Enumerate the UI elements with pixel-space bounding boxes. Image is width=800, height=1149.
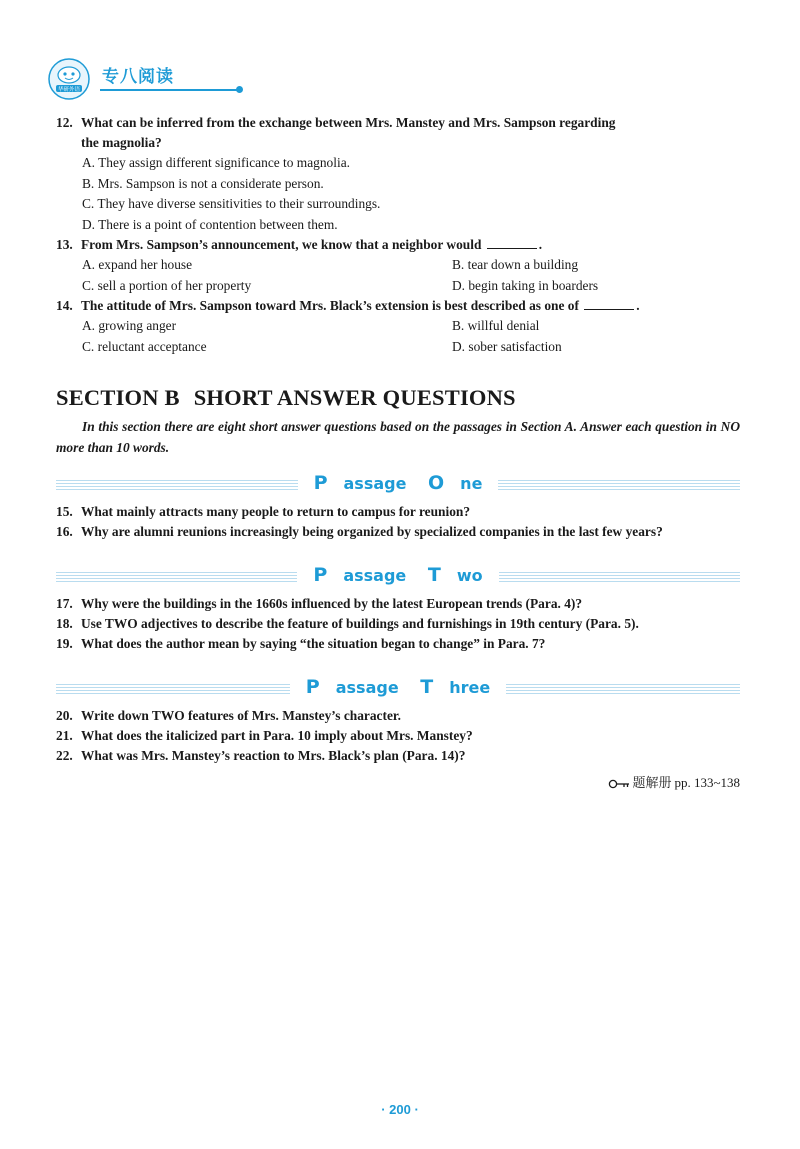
option-a: A. They assign different significance to magnolia. xyxy=(82,155,350,170)
passage-one-heading xyxy=(56,472,740,498)
passage-title: P assage O ne xyxy=(298,474,499,493)
page-header xyxy=(48,58,208,104)
section-heading: SHORT ANSWER QUESTIONS xyxy=(193,385,516,410)
question-16: 16. Why are alumni reunions increasingly being organized by specialized companies in the last few years? xyxy=(56,524,663,539)
question-19: 19. What does the author mean by saying “the situation began to change” in Para. 7? xyxy=(56,636,546,651)
question-number: 13. xyxy=(56,237,73,252)
answer-key-reference xyxy=(56,772,740,791)
option-c: C. They have diverse sensitivities to their surroundings. xyxy=(82,196,381,211)
option-b: B. Mrs. Sampson is not a considerate person. xyxy=(82,175,324,191)
question-text: From Mrs. Sampson’s announcement, we know that a neighbor would xyxy=(81,237,482,252)
question-number: 12. xyxy=(56,115,73,130)
question-15: 15. What mainly attracts many people to return to campus for reunion? xyxy=(56,504,471,519)
answer-blank xyxy=(584,297,634,310)
book-series-title: 专八阅读 xyxy=(102,67,174,87)
option-a: A. growing anger xyxy=(82,318,177,333)
options-grid xyxy=(56,255,740,296)
question-number: 14. xyxy=(56,298,73,313)
option-a: A. expand her house xyxy=(82,257,193,272)
huayan-logo-icon xyxy=(48,58,90,100)
passage-title: P assage T wo xyxy=(297,566,498,585)
section-label: SECTION B xyxy=(56,385,180,410)
key-icon xyxy=(608,779,630,789)
logo-badge-text: 华研外语 xyxy=(57,87,81,93)
question-14: 14. The attitude of Mrs. Sampson toward Mrs. Black’s extension is best described as one of . A. growing anger B. willful denial C. reluctant acceptance D. sober satisfaction xyxy=(56,296,740,357)
option-d: D. There is a point of contention between them. xyxy=(82,216,338,232)
question-21: 21. What does the italicized part in Para. 10 imply about Mrs. Manstey? xyxy=(56,728,473,743)
option-c: C. reluctant acceptance xyxy=(82,338,207,354)
question-20: 20. Write down TWO features of Mrs. Manstey’s character. xyxy=(56,708,401,723)
option-b: B. tear down a building xyxy=(452,257,579,272)
section-instructions: In this section there are eight short answer questions based on the passages in Section A. Answer each question in NO more than 10 words. xyxy=(56,419,740,455)
header-dot xyxy=(236,86,243,93)
question-12 xyxy=(56,113,740,235)
page-number: · 200 · xyxy=(381,1102,419,1117)
section-b-title xyxy=(56,385,740,411)
reference-pages: pp. 133~138 xyxy=(674,775,740,790)
page-content xyxy=(56,113,740,791)
option-c: C. sell a portion of her property xyxy=(82,277,252,293)
question-17: 17. Why were the buildings in the 1660s influenced by the latest European trends (Para. 4)? xyxy=(56,596,583,611)
question-18: 18. Use TWO adjectives to describe the feature of buildings and furnishings in 19th century (Para. 5). xyxy=(56,616,639,631)
option-d: D. sober satisfaction xyxy=(452,338,562,354)
passage-three-heading xyxy=(56,676,740,702)
options-grid xyxy=(56,316,740,357)
option-b: B. willful denial xyxy=(452,318,540,333)
question-13: 13. From Mrs. Sampson’s announcement, we know that a neighbor would . A. expand her house B. tear down a building C. sell a portion of her property D. begin taking in boarders xyxy=(56,235,740,296)
question-text: What can be inferred from the exchange between Mrs. Manstey and Mrs. Sampson regarding xyxy=(81,115,616,130)
header-underline xyxy=(100,89,240,91)
question-text-continued: the magnolia? xyxy=(81,135,162,150)
passage-title: P assage T hree xyxy=(290,678,506,697)
question-text: The attitude of Mrs. Sampson toward Mrs. Black’s extension is best described as one of xyxy=(81,298,579,313)
question-22: 22. What was Mrs. Manstey’s reaction to Mrs. Black’s plan (Para. 14)? xyxy=(56,748,466,763)
answer-blank xyxy=(487,236,537,249)
option-d: D. begin taking in boarders xyxy=(452,277,599,293)
reference-label: 题解册 xyxy=(632,776,672,791)
passage-two-heading xyxy=(56,564,740,590)
